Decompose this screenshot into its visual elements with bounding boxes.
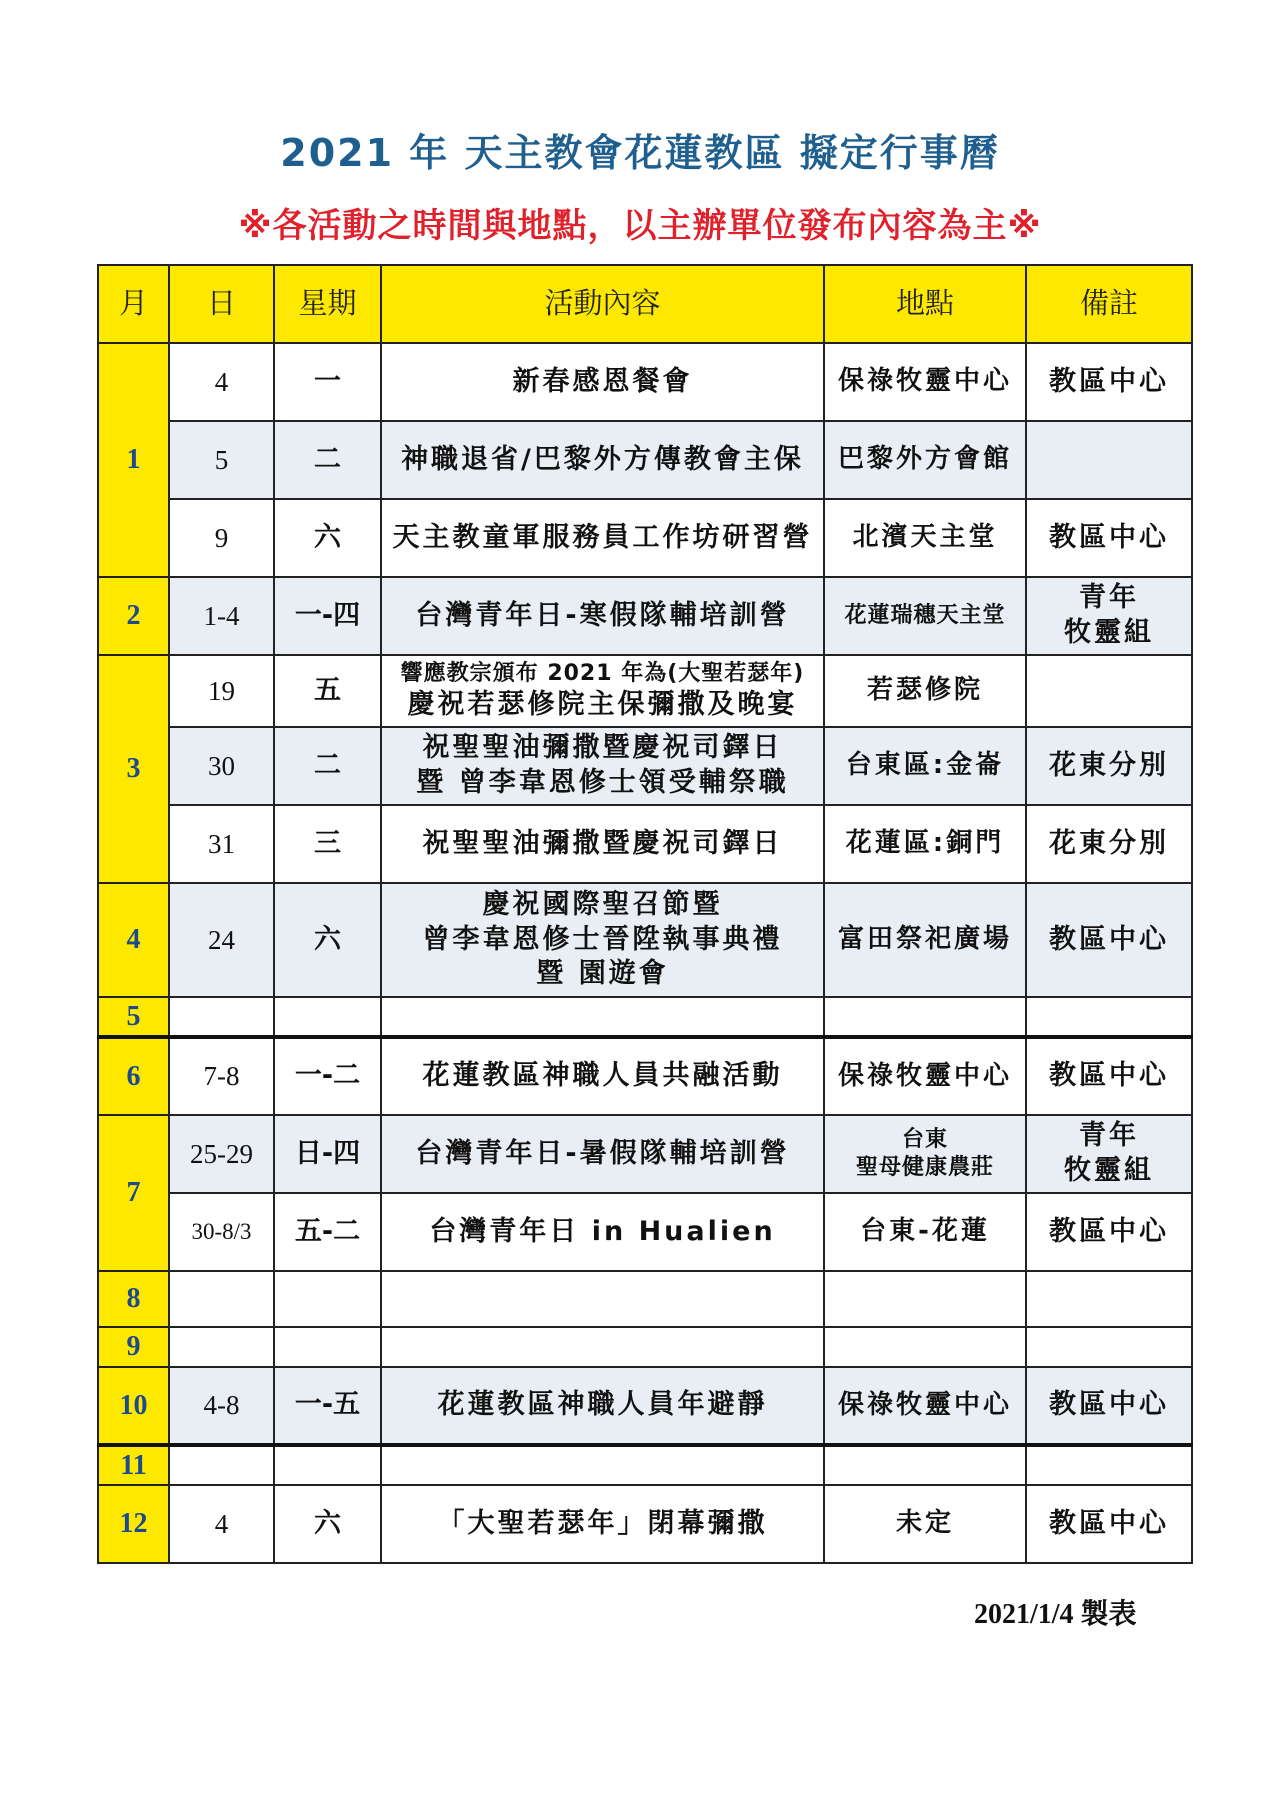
weekday-cell: 六 xyxy=(274,499,381,577)
note-cell xyxy=(1026,1115,1192,1193)
note-cell xyxy=(1026,421,1192,499)
activity-cell xyxy=(381,655,824,727)
header-activity: 活動內容 xyxy=(381,265,824,343)
location-cell: 保祿牧靈中心 xyxy=(824,343,1026,421)
empty-cell xyxy=(824,1271,1026,1327)
weekday-cell: 三 xyxy=(274,805,381,883)
calendar-table xyxy=(97,264,1193,1564)
month-cell: 11 xyxy=(98,1445,169,1485)
table-row xyxy=(98,421,1192,499)
empty-cell xyxy=(169,1271,274,1327)
activity-cell: 台灣青年日-寒假隊輔培訓營 xyxy=(381,577,824,655)
activity-cell: 祝聖聖油彌撒暨慶祝司鐸日 xyxy=(381,805,824,883)
table-row xyxy=(98,805,1192,883)
note-cell xyxy=(1026,655,1192,727)
activity-cell: 台灣青年日 in Hualien xyxy=(381,1193,824,1271)
day-cell: 24 xyxy=(169,883,274,997)
location-line: 台東 xyxy=(901,1126,948,1152)
table-row xyxy=(98,655,1192,727)
empty-cell xyxy=(274,1271,381,1327)
activity-cell: 天主教童軍服務員工作坊研習營 xyxy=(381,499,824,577)
activity-cell xyxy=(381,727,824,805)
location-cell: 保祿牧靈中心 xyxy=(824,1037,1026,1115)
day-cell: 4 xyxy=(169,1485,274,1563)
weekday-cell: 六 xyxy=(274,883,381,997)
weekday-cell: 日-四 xyxy=(274,1115,381,1193)
day-cell: 31 xyxy=(169,805,274,883)
day-cell: 30-8/3 xyxy=(169,1193,274,1271)
empty-cell xyxy=(824,997,1026,1037)
table-row xyxy=(98,1367,1192,1445)
location-cell: 保祿牧靈中心 xyxy=(824,1367,1026,1445)
month-cell: 9 xyxy=(98,1327,169,1367)
note-cell: 教區中心 xyxy=(1026,499,1192,577)
table-row xyxy=(98,577,1192,655)
note-cell: 花東分別 xyxy=(1026,805,1192,883)
table-row xyxy=(98,727,1192,805)
empty-cell xyxy=(381,1271,824,1327)
empty-cell xyxy=(824,1327,1026,1367)
location-cell: 巴黎外方會館 xyxy=(824,421,1026,499)
weekday-cell: 六 xyxy=(274,1485,381,1563)
table-header-row xyxy=(98,265,1192,343)
empty-cell xyxy=(274,997,381,1037)
empty-cell xyxy=(381,1327,824,1367)
month-cell: 3 xyxy=(98,655,169,883)
page-title: 2021 年 天主教會花蓮教區 擬定行事曆 xyxy=(280,131,1000,175)
header-month: 月 xyxy=(98,265,169,343)
location-cell: 花蓮區:銅門 xyxy=(824,805,1026,883)
activity-cell: 花蓮教區神職人員年避靜 xyxy=(381,1367,824,1445)
location-cell: 花蓮瑞穗天主堂 xyxy=(824,577,1026,655)
location-cell: 北濱天主堂 xyxy=(824,499,1026,577)
empty-cell xyxy=(274,1445,381,1485)
month-cell: 2 xyxy=(98,577,169,655)
empty-cell xyxy=(1026,1271,1192,1327)
activity-line: 慶祝國際聖召節暨 xyxy=(482,889,723,921)
activity-line: 慶祝若瑟修院主保彌撒及晚宴 xyxy=(407,688,798,720)
activity-cell: 台灣青年日-暑假隊輔培訓營 xyxy=(381,1115,824,1193)
note-line: 青年 xyxy=(1079,1120,1139,1152)
weekday-cell: 一-五 xyxy=(274,1367,381,1445)
empty-cell xyxy=(169,1327,274,1367)
table-row xyxy=(98,1271,1192,1327)
note-cell: 教區中心 xyxy=(1026,883,1192,997)
activity-line: 暨 園遊會 xyxy=(536,958,669,990)
location-cell: 若瑟修院 xyxy=(824,655,1026,727)
empty-cell xyxy=(1026,997,1192,1037)
weekday-cell: 五-二 xyxy=(274,1193,381,1271)
note-cell: 教區中心 xyxy=(1026,1485,1192,1563)
note-cell: 花東分別 xyxy=(1026,727,1192,805)
day-cell: 25-29 xyxy=(169,1115,274,1193)
weekday-cell: 五 xyxy=(274,655,381,727)
empty-cell xyxy=(381,1445,824,1485)
empty-cell xyxy=(824,1445,1026,1485)
note-line: 青年 xyxy=(1079,582,1139,614)
empty-cell xyxy=(381,997,824,1037)
day-cell: 19 xyxy=(169,655,274,727)
empty-cell xyxy=(169,997,274,1037)
note-cell: 教區中心 xyxy=(1026,343,1192,421)
note-line: 牧靈組 xyxy=(1064,1155,1154,1186)
note-cell: 教區中心 xyxy=(1026,1367,1192,1445)
note-cell: 教區中心 xyxy=(1026,1193,1192,1271)
note-line: 牧靈組 xyxy=(1064,617,1154,648)
month-cell: 4 xyxy=(98,883,169,997)
activity-line: 響應教宗頒布 2021 年為(大聖若瑟年) xyxy=(400,660,805,686)
activity-cell xyxy=(381,883,824,997)
table-row xyxy=(98,1445,1192,1485)
day-cell: 7-8 xyxy=(169,1037,274,1115)
activity-line: 曾李韋恩修士晉陞執事典禮 xyxy=(422,923,783,955)
table-row xyxy=(98,1485,1192,1563)
empty-cell xyxy=(1026,1445,1192,1485)
activity-cell: 「大聖若瑟年」閉幕彌撒 xyxy=(381,1485,824,1563)
footer-date: 2021/1/4 製表 xyxy=(974,1599,1137,1630)
table-row xyxy=(98,343,1192,421)
header-weekday: 星期 xyxy=(274,265,381,343)
page-subtitle: ※各活動之時間與地點，以主辦單位發布內容為主※ xyxy=(238,206,1042,246)
location-line: 聖母健康農莊 xyxy=(855,1155,994,1180)
day-cell: 4-8 xyxy=(169,1367,274,1445)
empty-cell xyxy=(274,1327,381,1367)
weekday-cell: 二 xyxy=(274,421,381,499)
weekday-cell: 一-二 xyxy=(274,1037,381,1115)
weekday-cell: 一 xyxy=(274,343,381,421)
note-cell: 教區中心 xyxy=(1026,1037,1192,1115)
month-cell: 6 xyxy=(98,1037,169,1115)
month-cell: 12 xyxy=(98,1485,169,1563)
weekday-cell: 二 xyxy=(274,727,381,805)
table-row xyxy=(98,997,1192,1037)
table-row xyxy=(98,1327,1192,1367)
location-cell: 富田祭祀廣場 xyxy=(824,883,1026,997)
table-row xyxy=(98,883,1192,997)
activity-line: 祝聖聖油彌撒暨慶祝司鐸日 xyxy=(422,732,783,764)
month-cell: 5 xyxy=(98,997,169,1037)
month-cell: 1 xyxy=(98,343,169,577)
table-row xyxy=(98,499,1192,577)
location-cell xyxy=(824,1115,1026,1193)
empty-cell xyxy=(169,1445,274,1485)
month-cell: 7 xyxy=(98,1115,169,1271)
day-cell: 5 xyxy=(169,421,274,499)
empty-cell xyxy=(1026,1327,1192,1367)
table-row xyxy=(98,1115,1192,1193)
activity-line: 暨 曾李韋恩修士領受輔祭職 xyxy=(416,767,789,798)
header-location: 地點 xyxy=(824,265,1026,343)
activity-cell: 神職退省/巴黎外方傳教會主保 xyxy=(381,421,824,499)
day-cell: 1-4 xyxy=(169,577,274,655)
location-cell: 台東區:金崙 xyxy=(824,727,1026,805)
note-cell xyxy=(1026,577,1192,655)
header-note: 備註 xyxy=(1026,265,1192,343)
table-row xyxy=(98,1193,1192,1271)
month-cell: 10 xyxy=(98,1367,169,1445)
header-day: 日 xyxy=(169,265,274,343)
activity-cell: 花蓮教區神職人員共融活動 xyxy=(381,1037,824,1115)
day-cell: 30 xyxy=(169,727,274,805)
location-cell: 未定 xyxy=(824,1485,1026,1563)
table-row xyxy=(98,1037,1192,1115)
day-cell: 9 xyxy=(169,499,274,577)
weekday-cell: 一-四 xyxy=(274,577,381,655)
activity-cell: 新春感恩餐會 xyxy=(381,343,824,421)
location-cell: 台東-花蓮 xyxy=(824,1193,1026,1271)
day-cell: 4 xyxy=(169,343,274,421)
month-cell: 8 xyxy=(98,1271,169,1327)
